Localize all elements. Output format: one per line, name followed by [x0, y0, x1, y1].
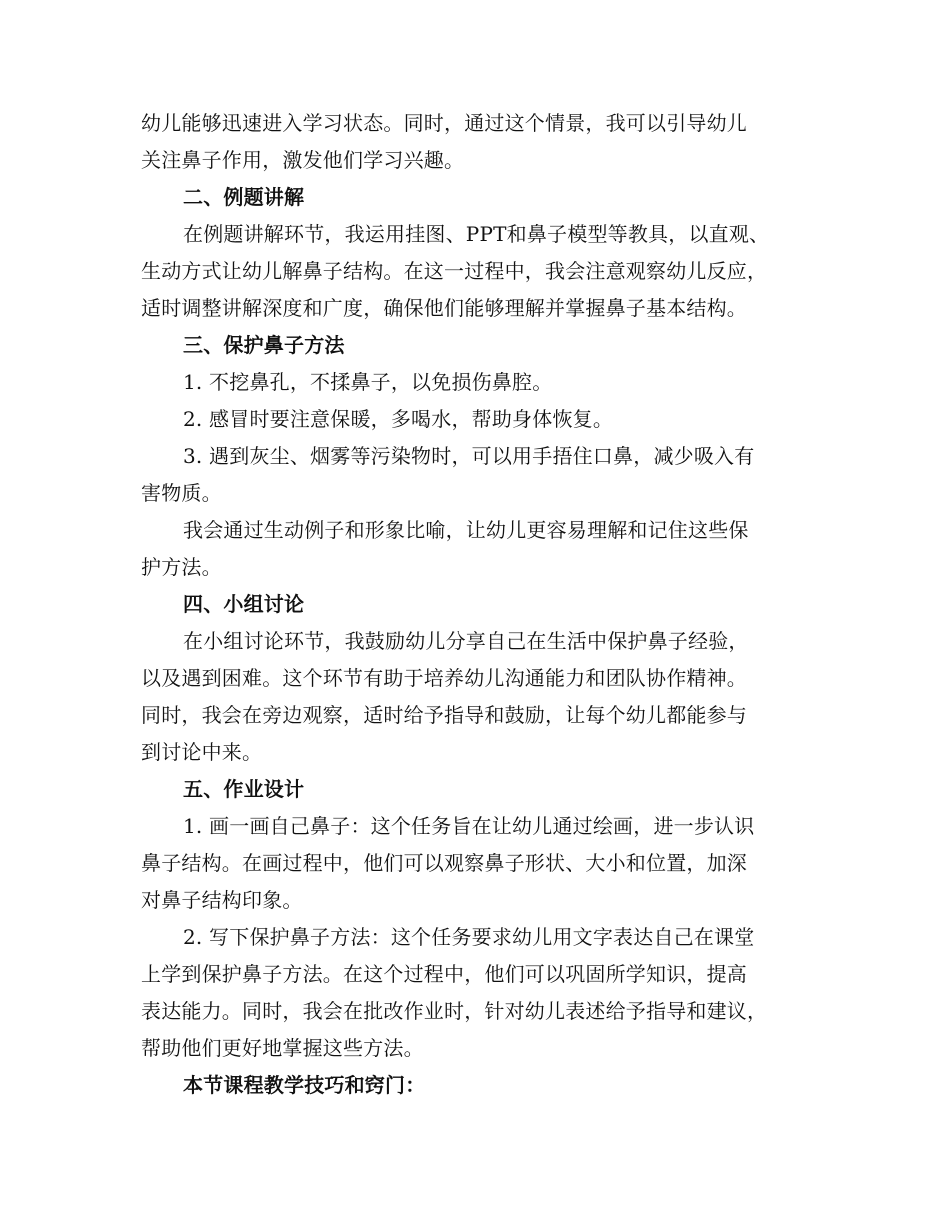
text-line: 表达能力。同时，我会在批改作业时，针对幼儿表述给予指导和建议，: [141, 999, 768, 1023]
text-line: 在小组讨论环节，我鼓励幼儿分享自己在生活中保护鼻子经验，: [183, 629, 749, 653]
document-page: [141, 105, 811, 1104]
section-heading: 本节课程教学技巧和窍门：: [183, 1073, 426, 1097]
text-line: 适时调整讲解深度和广度，确保他们能够理解并掌握鼻子基本结构。: [141, 296, 747, 320]
section-heading: 四、小组讨论: [183, 592, 305, 616]
text-line: 到讨论中来。: [141, 740, 263, 764]
text-line: 我会通过生动例子和形象比喻，让幼儿更容易理解和记住这些保: [183, 518, 749, 542]
text-line: 上学到保护鼻子方法。在这个过程中，他们可以巩固所学知识，提高: [141, 962, 747, 986]
text-line: 2. 感冒时要注意保暖，多喝水，帮助身体恢复。: [183, 407, 614, 431]
text-line: 同时，我会在旁边观察，适时给予指导和鼓励，让每个幼儿都能参与: [141, 703, 747, 727]
text-line: 以及遇到困难。这个环节有助于培养幼儿沟通能力和团队协作精神。: [141, 666, 747, 690]
text-line: 幼儿能够迅速进入学习状态。同时，通过这个情景，我可以引导幼儿: [141, 111, 747, 135]
section-heading: 五、作业设计: [183, 777, 305, 801]
text-line: 3. 遇到灰尘、烟雾等污染物时，可以用手捂住口鼻，减少吸入有: [183, 444, 755, 468]
text-line: 鼻子结构。在画过程中，他们可以观察鼻子形状、大小和位置，加深: [141, 851, 747, 875]
text-line: 1. 不挖鼻孔，不揉鼻子，以免损伤鼻腔。: [183, 370, 553, 394]
text-line: 关注鼻子作用，激发他们学习兴趣。: [141, 148, 465, 172]
section-heading: 二、例题讲解: [183, 185, 305, 209]
text-line: 对鼻子结构印象。: [141, 888, 303, 912]
text-line: 害物质。: [141, 481, 222, 505]
text-line: 护方法。: [141, 555, 222, 579]
text-line: 1. 画一画自己鼻子：这个任务旨在让幼儿通过绘画，进一步认识: [183, 814, 755, 838]
text-line: 帮助他们更好地掌握这些方法。: [141, 1036, 424, 1060]
text-line: 生动方式让幼儿解鼻子结构。在这一过程中，我会注意观察幼儿反应，: [141, 259, 768, 283]
section-heading: 三、保护鼻子方法: [183, 333, 345, 357]
text-line: 在例题讲解环节，我运用挂图、PPT和鼻子模型等教具，以直观、: [183, 222, 770, 246]
text-line: 2. 写下保护鼻子方法：这个任务要求幼儿用文字表达自己在课堂: [183, 925, 755, 949]
